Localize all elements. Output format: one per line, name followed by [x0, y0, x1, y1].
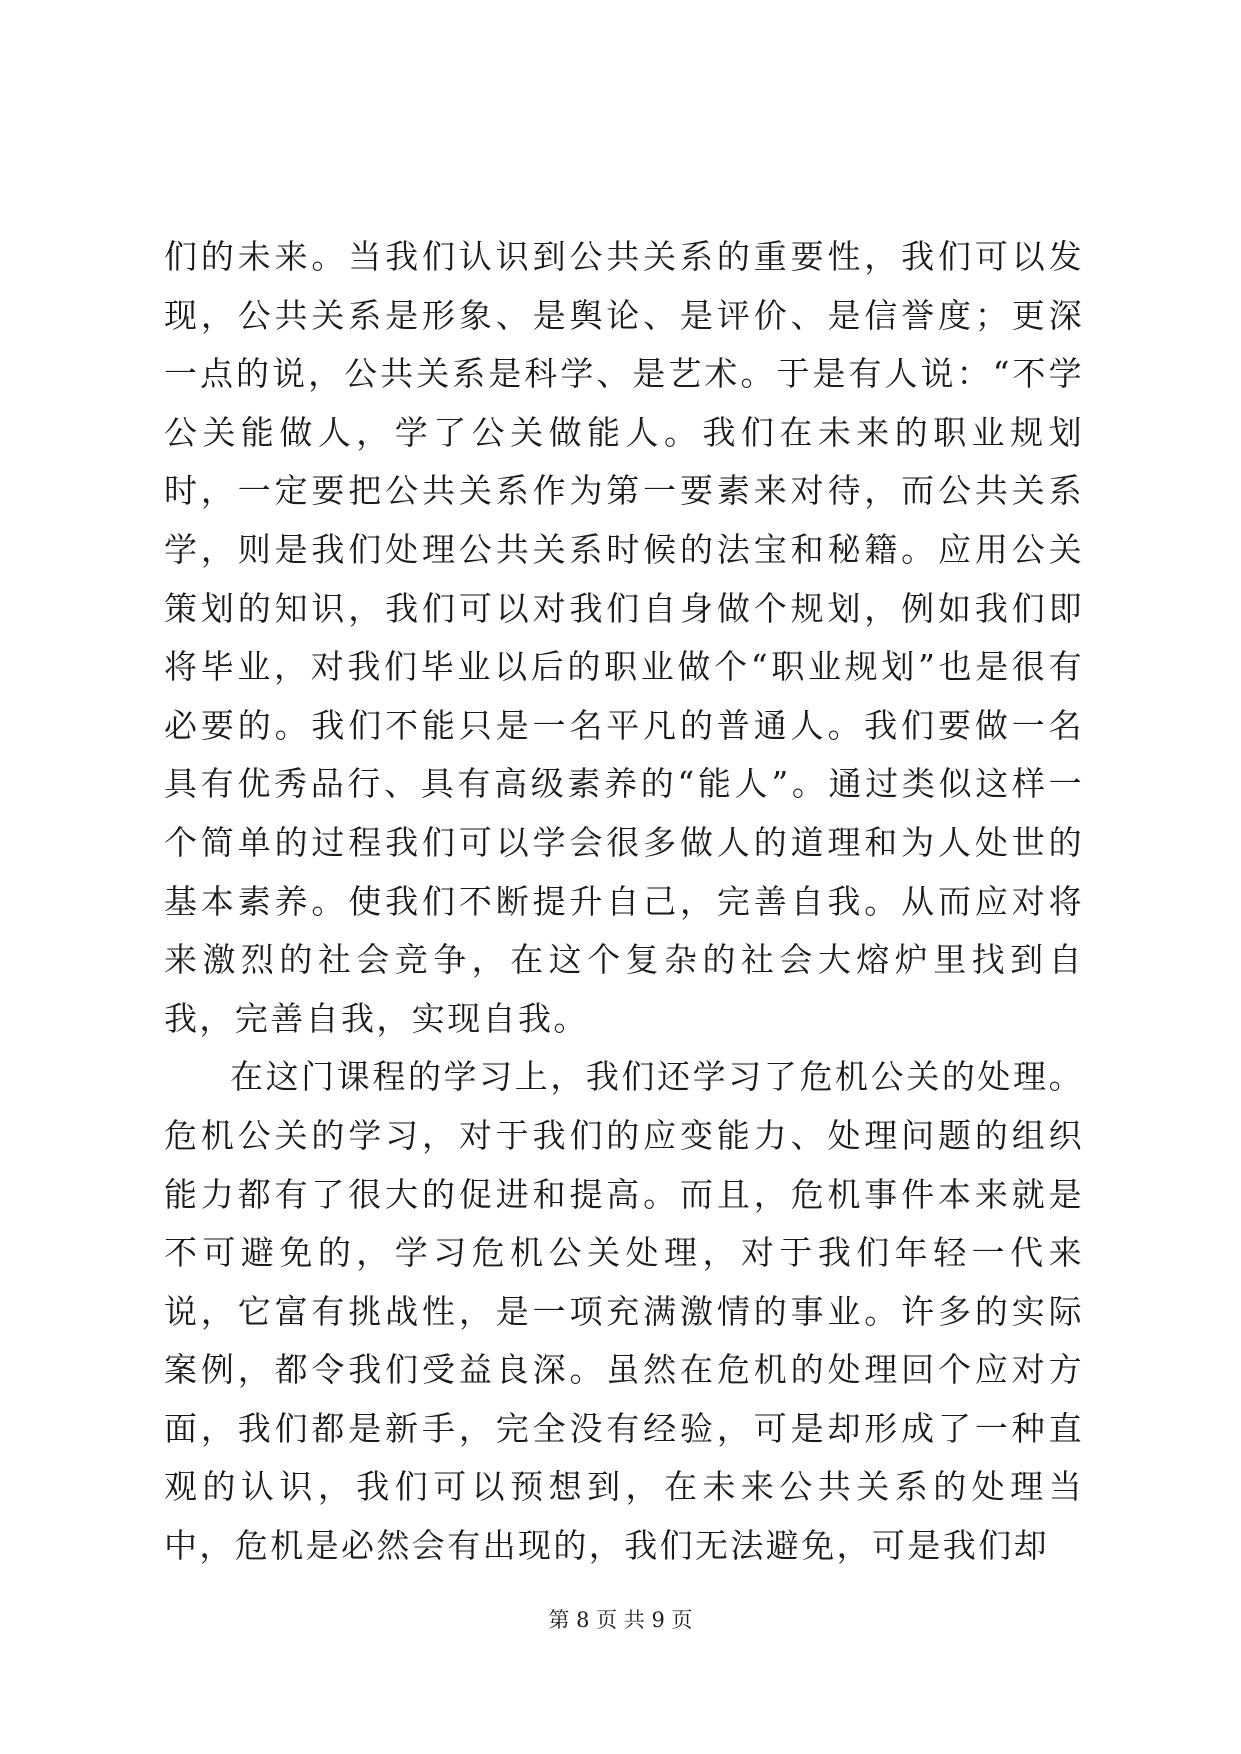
document-body	[164, 228, 1084, 1576]
page-number-label: 第 8 页 共 9 页	[548, 1608, 693, 1632]
page-footer	[0, 1604, 1241, 1634]
paragraph-continued: 们的未来。当我们认识到公共关系的重要性，我们可以发现，公共关系是形象、是舆论、是评价、是信誉度；更深一点的说，公共关系是科学、是艺术。于是有人说：“不学公关能做人，学了公关做能人。我们在未来的职业规划时，一定要把公共关系作为第一要素来对待，而公共关系学，则是我们处理公共关系时候的法宝和秘籍。应用公关策划的知识，我们可以对我们自身做个规划，例如我们即将毕业，对我们毕业以后的职业做个“职业规划”也是很有必要的。我们不能只是一名平凡的普通人。我们要做一名具有优秀品行、具有高级素养的“能人”。通过类似这样一个简单的过程我们可以学会很多做人的道理和为人处世的基本素养。使我们不断提升自己，完善自我。从而应对将来激烈的社会竞争，在这个复杂的社会大熔炉里找到自我，完善自我，实现自我。	[164, 237, 1084, 1038]
paragraph-crisis-pr: 在这门课程的学习上，我们还学习了危机公关的处理。危机公关的学习，对于我们的应变能力、处理问题的组织能力都有了很大的促进和提高。而且，危机事件本来就是不可避免的，学习危机公关处理，对于我们年轻一代来说，它富有挑战性，是一项充满激情的事业。许多的实际案例，都令我们受益良深。虽然在危机的处理回个应对方面，我们都是新手，完全没有经验，可是却形成了一种直观的认识，我们可以预想到，在未来公共关系的处理当中，危机是必然会有出现的，我们无法避免，可是我们却	[164, 1057, 1084, 1566]
